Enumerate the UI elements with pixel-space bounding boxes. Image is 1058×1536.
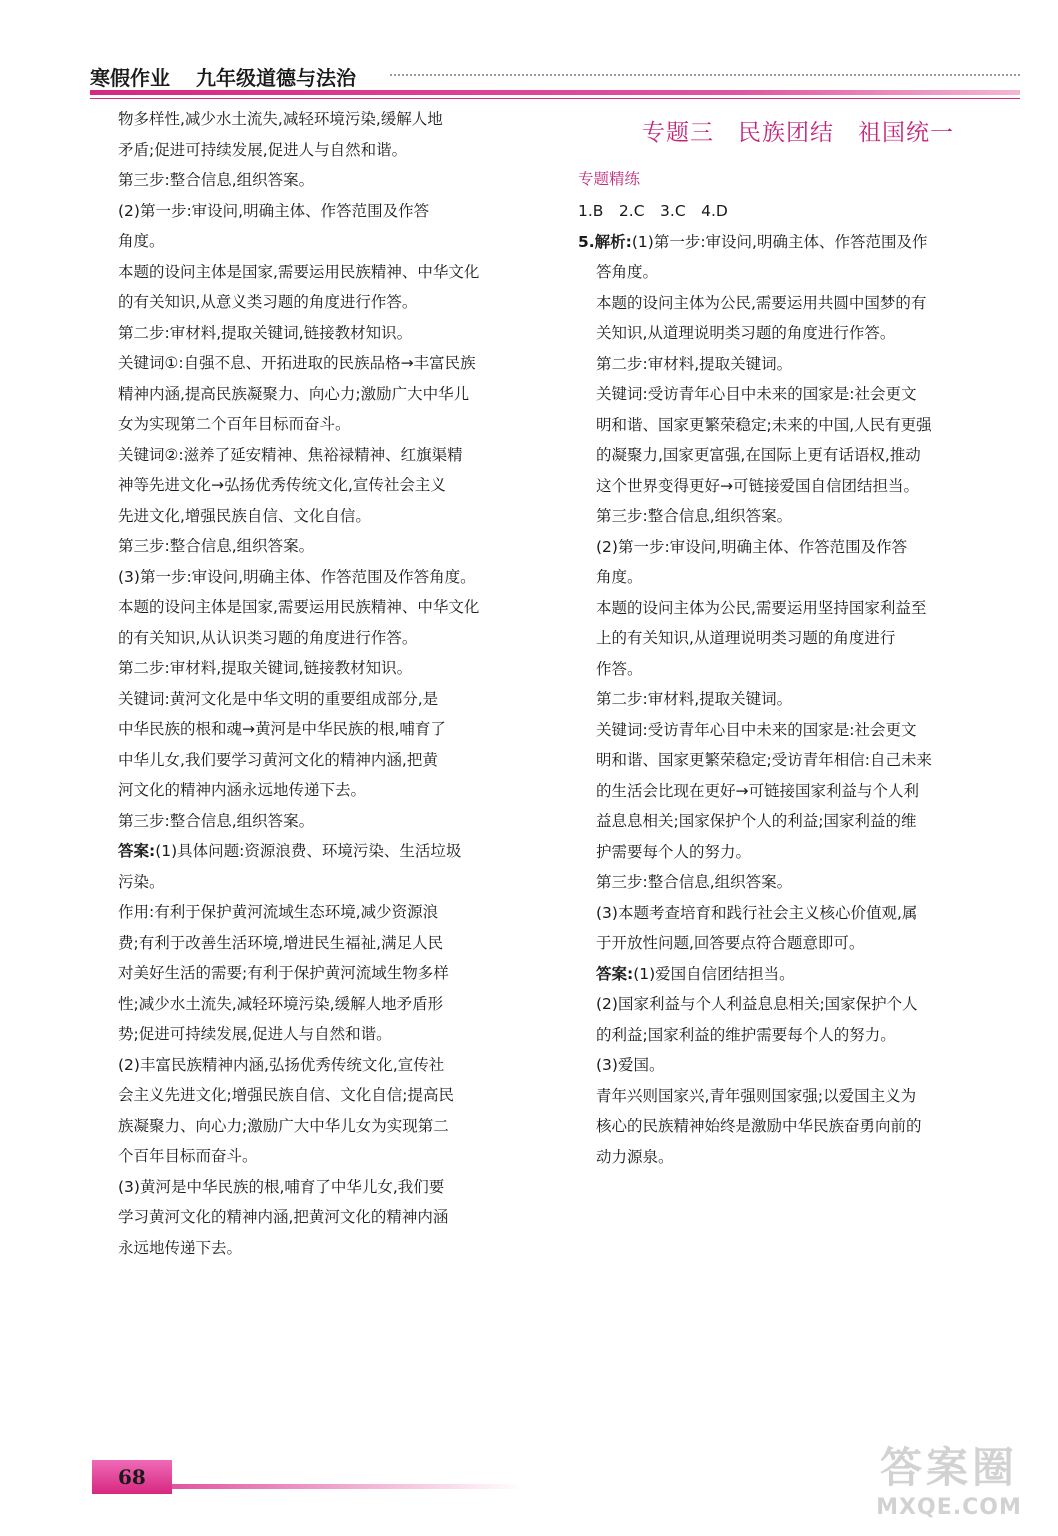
header-title (90, 62, 356, 91)
text-line: 中华民族的根和魂→黄河是中华民族的根,哺育了 (118, 720, 446, 738)
text-line: 第二步:审材料,提取关键词。 (596, 690, 793, 708)
text-line: 护需要每个人的努力。 (596, 842, 752, 861)
text-line: 族凝聚力、向心力;激励广大中华儿女为实现第二 (118, 1116, 449, 1135)
header-dotted-line (390, 74, 1020, 76)
text-line: 第三步:整合信息,组织答案。 (596, 507, 793, 525)
text-line: 第三步:整合信息,组织答案。 (118, 811, 315, 830)
text-line: 关键词①:自强不息、开拓进取的民族品格→丰富民族 (118, 354, 476, 372)
text-line: 第三步:整合信息,组织答案。 (118, 171, 315, 189)
text-line: 女为实现第二个百年目标而奋斗。 (118, 415, 351, 433)
header-rule (90, 90, 1020, 95)
text-line: 永远地传递下去。 (118, 1238, 243, 1257)
text-line: 精神内涵,提高民族凝聚力、向心力;激励广大中华儿 (118, 384, 470, 403)
text-line: 第三步:整合信息,组织答案。 (118, 537, 315, 555)
header-book: 寒假作业 (90, 66, 170, 90)
text-line: 本题的设问主体为公民,需要运用坚持国家利益至 (596, 598, 927, 617)
watermark-site: MXQE.COM (876, 1495, 1022, 1520)
text-line: (3)本题考查培育和践行社会主义核心价值观,属 (596, 903, 918, 922)
text-line: 核心的民族精神始终是激励中华民族奋勇向前的 (596, 1117, 922, 1135)
text-line: 河文化的精神内涵永远地传递下去。 (118, 781, 367, 799)
text-line: 费;有利于改善生活环境,增进民生福祉,满足人民 (118, 933, 444, 952)
text-line: 的利益;国家利益的维护需要每个人的努力。 (596, 1025, 896, 1044)
text-line: 第二步:审材料,提取关键词。 (596, 354, 793, 373)
text-line: 角度。 (118, 232, 165, 250)
text-line: 益息息相关;国家保护个人的利益;国家利益的维 (596, 812, 917, 830)
text-line: 本题的设问主体为公民,需要运用共圆中国梦的有 (596, 293, 927, 312)
answer-label: 答案: (118, 842, 156, 860)
page-number: 68 (92, 1460, 172, 1494)
text-line: 答角度。 (596, 263, 659, 281)
text-line: 这个世界变得更好→可链接爱国自信团结担当。 (596, 476, 919, 495)
text-line: 作用:有利于保护黄河流域生态环境,减少资源浪 (118, 903, 439, 921)
footer-bar (172, 1484, 522, 1489)
text-line: 于开放性问题,回答要点符合题意即可。 (596, 934, 865, 952)
text-line: 学习黄河文化的精神内涵,把黄河文化的精神内涵 (118, 1208, 449, 1226)
text-line: 明和谐、国家更繁荣稳定;未来的中国,人民有更强 (596, 415, 932, 434)
text-line: 对美好生活的需要;有利于保护黄河流域生物多样 (118, 964, 449, 982)
text-line: 的有关知识,从意义类习题的角度进行作答。 (118, 293, 418, 311)
text-line: 性;减少水土流失,减轻环境污染,缓解人地矛盾形 (118, 994, 444, 1013)
text-line: 关键词②:滋养了延安精神、焦裕禄精神、红旗渠精 (118, 445, 463, 464)
text-line: (2)国家利益与个人利益息息相关;国家保护个人 (596, 995, 918, 1013)
text-line: 矛盾;促进可持续发展,促进人与自然和谐。 (118, 140, 408, 159)
text-line: (2)第一步:审设问,明确主体、作答范围及作答 (118, 201, 430, 220)
text-line: 的凝聚力,国家更富强,在国际上更有话语权,推动 (596, 446, 921, 464)
watermark-mark: 答案圈 (879, 1443, 1018, 1492)
answer-line: 答案:(1)爱国自信团结担当。 (596, 964, 795, 983)
right-column (578, 104, 1018, 1172)
text-line: 神等先进文化→弘扬优秀传统文化,宣传社会主义 (118, 476, 446, 494)
text-line: 关键词:受访青年心目中未来的国家是:社会更文 (596, 720, 917, 739)
text-line: 个百年目标而奋斗。 (118, 1147, 258, 1165)
text-line: (3)黄河是中华民族的根,哺育了中华儿女,我们要 (118, 1177, 445, 1196)
text-line: 上的有关知识,从道理说明类习题的角度进行 (596, 629, 896, 647)
text-line: (3)第一步:审设问,明确主体、作答范围及作答角度。 (118, 567, 476, 586)
section-title: 专题三 民族团结 祖国统一 (642, 120, 954, 146)
header-subject: 九年级道德与法治 (196, 66, 356, 90)
left-column (118, 104, 538, 1263)
text-line: 5.解析:(1)第一步:审设问,明确主体、作答范围及作 (578, 232, 928, 251)
text-line: 污染。 (118, 872, 165, 891)
text-line: 关知识,从道理说明类习题的角度进行作答。 (596, 324, 896, 342)
answer-choices: 1.B 2.C 3.C 4.D (578, 202, 728, 220)
text-line: 明和谐、国家更繁荣稳定;受访青年相信:自己未来 (596, 751, 932, 769)
text-line: 中华儿女,我们要学习黄河文化的精神内涵,把黄 (118, 750, 438, 769)
text-line: 本题的设问主体是国家,需要运用民族精神、中华文化 (118, 262, 480, 281)
text-line: 作答。 (596, 659, 643, 678)
text-line: 的生活会比现在更好→可链接国家利益与个人利 (596, 781, 919, 800)
answer-label: 答案: (596, 964, 634, 983)
text-line: (3)爱国。 (596, 1056, 665, 1074)
answer-line: 答案:(1)具体问题:资源浪费、环境污染、生活垃圾 (118, 842, 462, 860)
answer-label: 5.解析: (578, 232, 632, 251)
text-line: (2)丰富民族精神内涵,弘扬优秀传统文化,宣传社 (118, 1055, 445, 1074)
text-line: 的有关知识,从认识类习题的角度进行作答。 (118, 628, 418, 647)
text-line: 关键词:黄河文化是中华文明的重要组成部分,是 (118, 689, 439, 708)
text-line: 第三步:整合信息,组织答案。 (596, 873, 793, 891)
text-line: 第二步:审材料,提取关键词,链接教材知识。 (118, 323, 413, 342)
text-line: 势;促进可持续发展,促进人与自然和谐。 (118, 1025, 392, 1043)
section-subtitle: 专题精练 (578, 170, 641, 188)
text-line: 物多样性,减少水土流失,减轻环境污染,缓解人地 (118, 110, 443, 128)
text-line: 角度。 (596, 568, 643, 586)
text-line: 第二步:审材料,提取关键词,链接教材知识。 (118, 659, 413, 677)
watermark-logo (864, 1441, 1034, 1526)
header-rule-thin (90, 98, 1020, 99)
text-line: 动力源泉。 (596, 1147, 674, 1166)
text-line: 青年兴则国家兴,青年强则国家强;以爱国主义为 (596, 1086, 917, 1105)
text-line: 会主义先进文化;增强民族自信、文化自信;提高民 (118, 1086, 454, 1104)
page-header (90, 60, 1020, 100)
text-line: 关键词:受访青年心目中未来的国家是:社会更文 (596, 385, 917, 403)
text-line: 先进文化,增强民族自信、文化自信。 (118, 506, 371, 525)
text-line: 本题的设问主体是国家,需要运用民族精神、中华文化 (118, 598, 480, 616)
text-line: (2)第一步:审设问,明确主体、作答范围及作答 (596, 537, 908, 556)
